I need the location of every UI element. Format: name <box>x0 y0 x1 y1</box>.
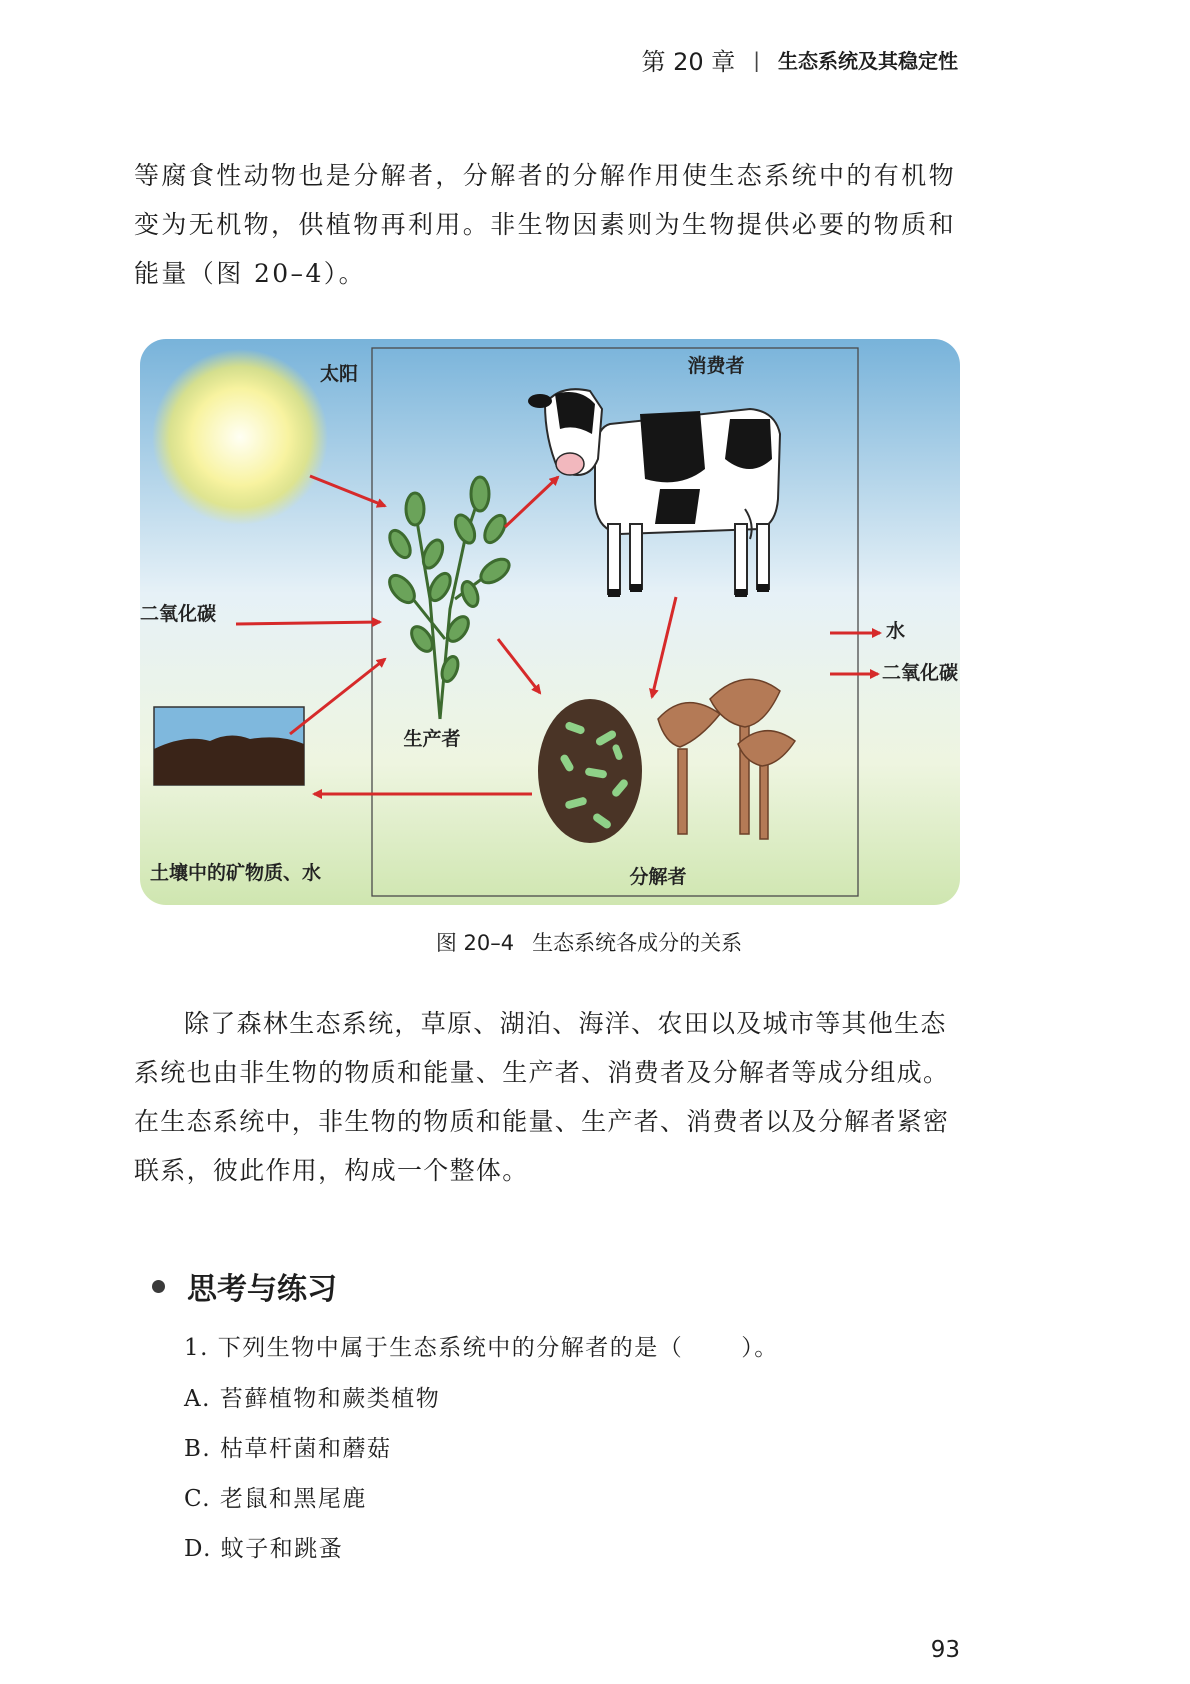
label-co2-left: 二氧化碳 <box>140 603 217 625</box>
exercise-title: 思考与练习 <box>187 1272 337 1307</box>
option-a: A. 苔藓植物和蕨类植物 <box>184 1386 441 1412</box>
option-b: B. 枯草杆菌和蘑菇 <box>184 1436 392 1462</box>
chapter-number: 第 20 章 <box>641 48 736 76</box>
ecosystem-figure <box>140 339 960 905</box>
arrow-co2-to-producer <box>236 622 380 624</box>
page-number: 93 <box>930 1637 960 1663</box>
header-separator: | <box>753 47 760 72</box>
label-decomposer: 分解者 <box>629 866 687 888</box>
running-header <box>641 42 958 77</box>
bacteria-icon <box>538 699 642 843</box>
figure-caption-text: 生态系统各成分的关系 <box>532 931 743 955</box>
question-1 <box>184 1329 779 1362</box>
option-c: C. 老鼠和黑尾鹿 <box>184 1486 367 1512</box>
option-d: D. 蚊子和跳蚤 <box>184 1536 344 1562</box>
label-soil: 土壤中的矿物质、水 <box>150 862 322 884</box>
label-consumer: 消费者 <box>687 355 745 377</box>
label-producer: 生产者 <box>403 728 461 750</box>
label-water-right: 水 <box>886 620 906 642</box>
sun-icon <box>152 349 328 525</box>
label-sun: 太阳 <box>320 363 359 385</box>
figure-number: 图 20–4 <box>435 931 515 955</box>
paragraph-decomposers: 等腐食性动物也是分解者，分解者的分解作用使生态系统中的有机物变为无机物，供植物再利用。非生物因素则为生物提供必要的物质和能量（图 20–4）。 <box>134 161 957 288</box>
question-1-end: ）。 <box>741 1335 779 1361</box>
paragraph-ecosystem-components: 除了森林生态系统，草原、湖泊、海洋、农田以及城市等其他生态系统也由非生物的物质和能量、生产者、消费者及分解者等成分组成。在生态系统中，非生物的物质和能量、生产者、消费者以及分解者紧密联系，彼此作用，构成一个整体。 <box>134 1009 950 1185</box>
figure-caption <box>0 927 1190 957</box>
label-co2-right: 二氧化碳 <box>882 662 959 684</box>
question-1-text: 1. 下列生物中属于生态系统中的分解者的是（ <box>184 1335 684 1361</box>
soil-icon <box>154 707 304 785</box>
chapter-title: 生态系统及其稳定性 <box>778 49 958 73</box>
exercise-heading <box>152 1264 337 1308</box>
bullet-dot-icon <box>152 1280 165 1293</box>
